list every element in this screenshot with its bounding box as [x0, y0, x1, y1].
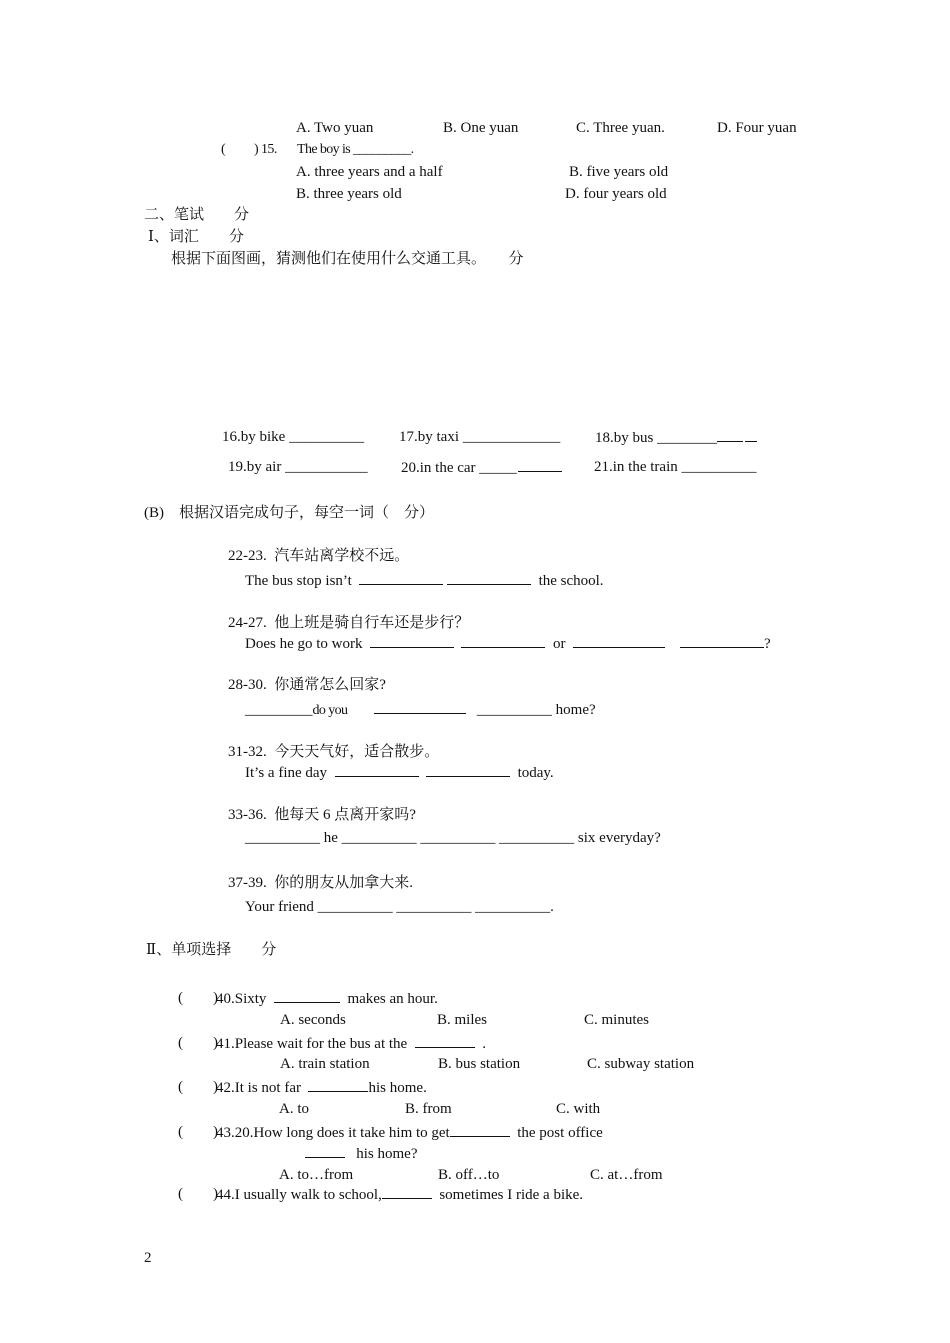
q14-option-a: A. Two yuan — [296, 120, 374, 136]
q41-paren: ( ) — [178, 1035, 218, 1051]
page-number: 2 — [144, 1250, 152, 1266]
q42-stem: 42.It is not far his home. — [216, 1080, 427, 1096]
q41-stem: 41.Please wait for the bus at the . — [216, 1036, 486, 1052]
q14-option-d: D. Four yuan — [717, 120, 797, 136]
q40-option-a: A. seconds — [280, 1012, 346, 1028]
vocab-item-20: 20.in the car _____ — [401, 458, 562, 477]
sentence-33-cn: 33-36. 他每天 6 点离开家吗? — [228, 807, 416, 823]
q41-option-c: C. subway station — [587, 1056, 695, 1072]
section-b-title: (B) 根据汉语完成句子，每空一词（ 分） — [144, 505, 434, 521]
q41-option-a: A. train station — [280, 1056, 370, 1072]
sentence-28-en: _________do you __________ home? — [245, 702, 596, 718]
sentence-37-en: Your friend __________ __________ __________. — [245, 899, 554, 915]
vocab-item-19: 19.by air ___________ — [228, 459, 368, 475]
q14-option-c: C. Three yuan. — [576, 120, 665, 136]
vocab-item-17: 17.by taxi _____________ — [399, 429, 561, 445]
q15-option-b: B. five years old — [569, 164, 669, 180]
vocab-instruction: 根据下面图画，猜测他们在使用什么交通工具。 分 — [171, 251, 524, 267]
q42-option-c: C. with — [556, 1101, 601, 1117]
q15-stem: The boy is _________. — [297, 142, 414, 157]
q43-option-a: A. to…from — [279, 1167, 354, 1183]
q15-option-b2: B. three years old — [296, 186, 402, 202]
q15-paren: ( ) 15. — [221, 142, 277, 157]
q43-paren: ( ) — [178, 1124, 218, 1140]
q43-stem: 43.20.How long does it take him to get the post office — [216, 1125, 603, 1141]
q14-option-b: B. One yuan — [443, 120, 519, 136]
q15-option-d: D. four years old — [565, 186, 667, 202]
q15-option-a: A. three years and a half — [296, 164, 443, 180]
q43-option-b: B. off…to — [438, 1167, 500, 1183]
vocab-title: Ⅰ、词汇 分 — [148, 229, 244, 245]
q42-option-b: B. from — [405, 1101, 452, 1117]
q43-line2: his home? — [305, 1144, 418, 1163]
vocab-item-21: 21.in the train __________ — [594, 459, 757, 475]
q44-paren: ( ) — [178, 1186, 218, 1202]
vocab-item-16: 16.by bike __________ — [222, 429, 365, 445]
sentence-37-cn: 37-39. 你的朋友从加拿大来. — [228, 875, 413, 891]
sentence-22-cn: 22-23. 汽车站离学校不远。 — [228, 548, 410, 564]
section-written-title: 二、笔试 分 — [144, 207, 250, 223]
q42-paren: ( ) — [178, 1079, 218, 1095]
q40-option-b: B. miles — [437, 1012, 488, 1028]
vocab-item-18: 18.by bus ________ — [595, 428, 757, 447]
q41-option-b: B. bus station — [438, 1056, 521, 1072]
sentence-24-cn: 24-27. 他上班是骑自行车还是步行？ — [228, 615, 470, 631]
q42-option-a: A. to — [279, 1101, 309, 1117]
sentence-31-en: It’s a fine day today. — [245, 765, 554, 781]
sentence-31-cn: 31-32. 今天天气好，适合散步。 — [228, 744, 440, 760]
q40-stem: 40.Sixty makes an hour. — [216, 991, 438, 1007]
sentence-22-en: The bus stop isn’t the school. — [245, 573, 604, 589]
q40-paren: ( ) — [178, 990, 218, 1006]
sentence-28-cn: 28-30. 你通常怎么回家? — [228, 677, 386, 693]
sentence-33-en: __________ he __________ __________ __________ six everyday? — [245, 830, 661, 846]
q44-stem: 44.I usually walk to school, sometimes I ride a bike. — [216, 1187, 584, 1203]
q40-option-c: C. minutes — [584, 1012, 650, 1028]
q43-option-c: C. at…from — [590, 1167, 663, 1183]
mc-section-title: Ⅱ、单项选择 分 — [146, 942, 277, 958]
sentence-24-en: Does he go to work or ? — [245, 636, 771, 652]
